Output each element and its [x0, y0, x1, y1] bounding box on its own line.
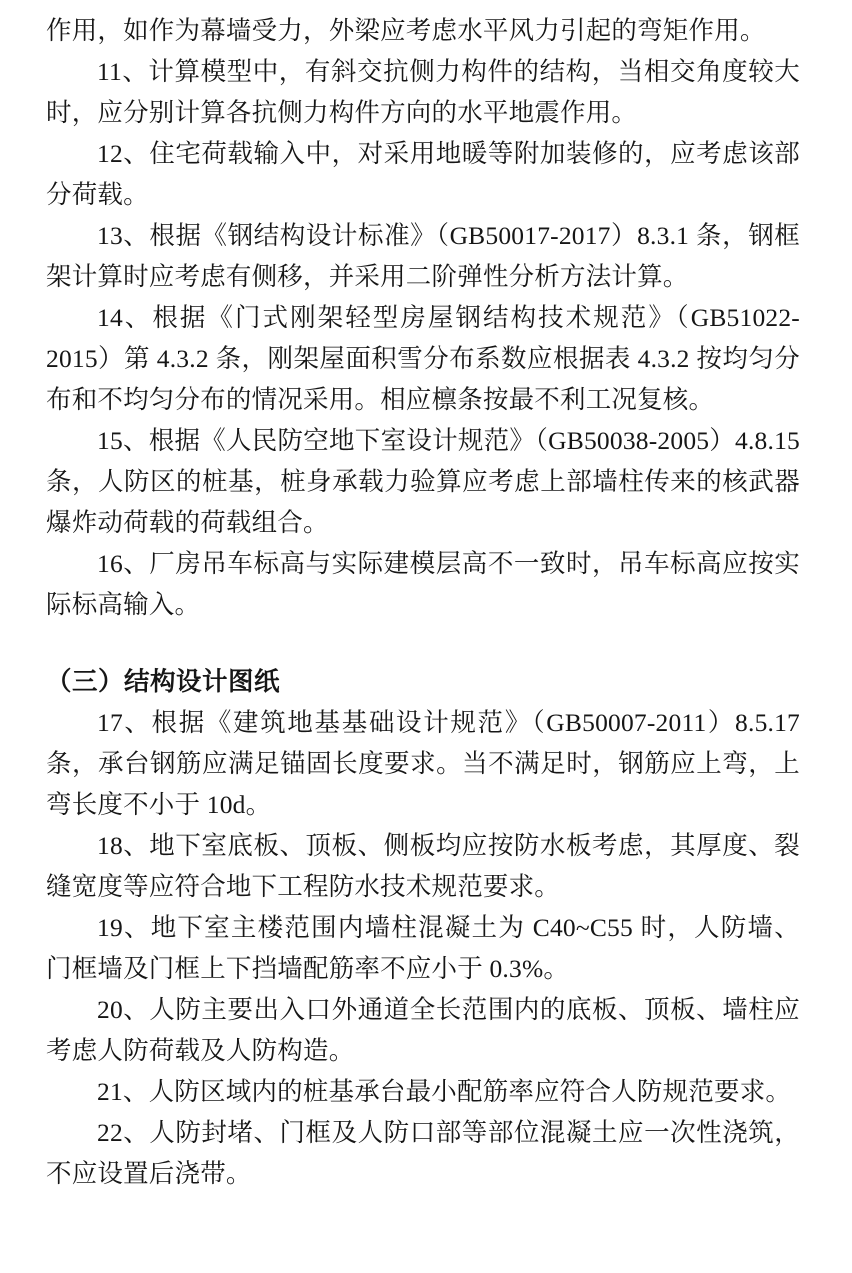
paragraph-item-12: 12、住宅荷载输入中，对采用地暖等附加装修的，应考虑该部分荷载。: [46, 139, 800, 209]
paragraph-item-16: 16、厂房吊车标高与实际建模层高不一致时，吊车标高应按实际标高输入。: [46, 549, 800, 619]
paragraph-item-13: 13、根据《钢结构设计标准》（GB50017-2017）8.3.1 条，钢框架计算时应考虑有侧移，并采用二阶弹性分析方法计算。: [46, 221, 800, 291]
paragraph-item-18: 18、地下室底板、顶板、侧板均应按防水板考虑，其厚度、裂缝宽度等应符合地下工程防水技术规范要求。: [46, 831, 800, 901]
paragraph-item-11: 11、计算模型中，有斜交抗侧力构件的结构，当相交角度较大时，应分别计算各抗侧力构件方向的水平地震作用。: [46, 57, 800, 127]
paragraph-continued: 作用，如作为幕墙受力，外梁应考虑水平风力引起的弯矩作用。: [46, 16, 766, 45]
paragraph-item-22: 22、人防封堵、门框及人防口部等部位混凝土应一次性浇筑，不应设置后浇带。: [46, 1118, 800, 1188]
paragraph-item-21: 21、人防区域内的桩基承台最小配筋率应符合人防规范要求。: [97, 1077, 792, 1106]
paragraph-item-17: 17、根据《建筑地基基础设计规范》（GB50007-2011）8.5.17 条，承台钢筋应满足锚固长度要求。当不满足时，钢筋应上弯，上弯长度不小于 10d。: [46, 708, 800, 819]
section-spacer: [46, 625, 800, 661]
paragraph-item-14: 14、根据《门式刚架轻型房屋钢结构技术规范》（GB51022-2015）第 4.3.2 条，刚架屋面积雪分布系数应根据表 4.3.2 按均匀分布和不均匀分布的情况采用。相应檩条按最不利工况复核。: [46, 303, 800, 414]
paragraph-item-20: 20、人防主要出入口外通道全长范围内的底板、顶板、墙柱应考虑人防荷载及人防构造。: [46, 995, 800, 1065]
paragraph-item-15: 15、根据《人民防空地下室设计规范》（GB50038-2005）4.8.15 条，人防区的桩基，桩身承载力验算应考虑上部墙柱传来的核武器爆炸动荷载的荷载组合。: [46, 426, 800, 537]
paragraph-item-19: 19、地下室主楼范围内墙柱混凝土为 C40~C55 时，人防墙、门框墙及门框上下挡墙配筋率不应小于 0.3%。: [46, 913, 800, 983]
section-heading: （三）结构设计图纸: [46, 667, 281, 696]
document-body: [46, 10, 800, 1194]
